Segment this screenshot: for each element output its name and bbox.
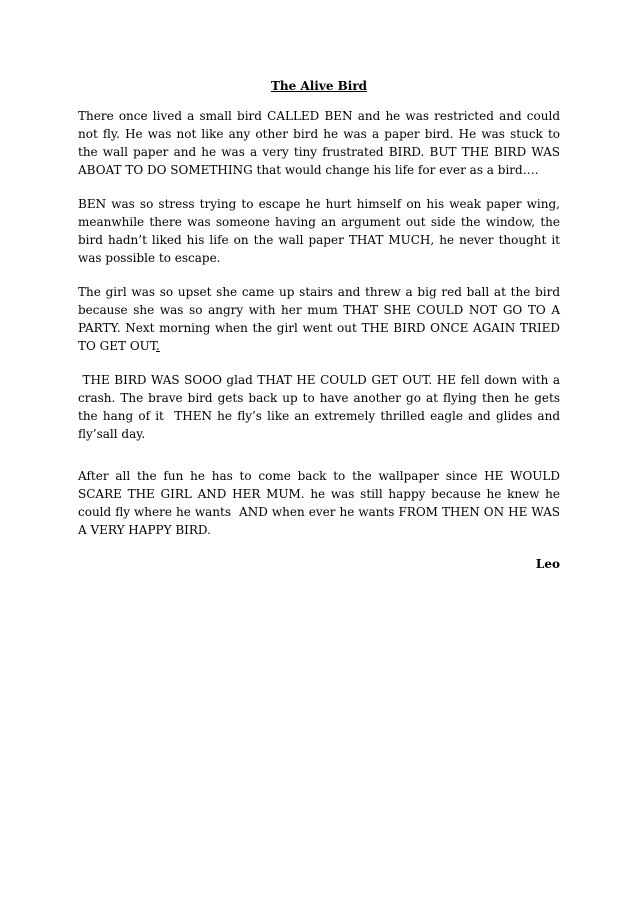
- paragraph-1: There once lived a small bird CALLED BEN and he was restricted and could not fly. He was not like any other bird he was a paper bird. He was stuck to the wall paper and he was a very tiny frustrated BIRD. BUT THE BIRD WAS ABOAT TO DO SOMETHING that would change his life for ever as a bird….: [78, 109, 560, 177]
- document-page: [78, 78, 560, 573]
- paragraph-5: After all the fun he has to come back to the wallpaper since HE WOULD SCARE THE GIRL AND HER MUM. he was still happy because he knew he could fly where he wants AND when ever he wants FROM THEN ON HE WAS A VERY HAPPY BIRD.: [78, 469, 560, 537]
- paragraph-3: [78, 283, 560, 355]
- paragraph-2: BEN was so stress trying to escape he hurt himself on his weak paper wing, meanwhile there was someone having an argument out side the window, the bird hadn’t liked his life on the wall paper THAT MUCH, he never thought it was possible to escape.: [78, 197, 560, 265]
- author-signature: Leo: [535, 557, 560, 571]
- document-title: The Alive Bird: [270, 79, 368, 93]
- paragraph-3-period: .: [156, 339, 160, 353]
- paragraph-4: THE BIRD WAS SOOO glad THAT HE COULD GET OUT. HE fell down with a crash. The brave bird gets back up to have another go at flying then he gets the hang of it THEN he fly’s like an extremely thrilled eagle and glides and fly’sall day.: [78, 373, 560, 441]
- paragraph-3-text: The girl was so upset she came up stairs and threw a big red ball at the bird because she was so angry with her mum THAT SHE COULD NOT GO TO A PARTY. Next morning when the girl went out THE BIRD ONCE AGAIN TRIED TO GET OUT: [78, 285, 560, 353]
